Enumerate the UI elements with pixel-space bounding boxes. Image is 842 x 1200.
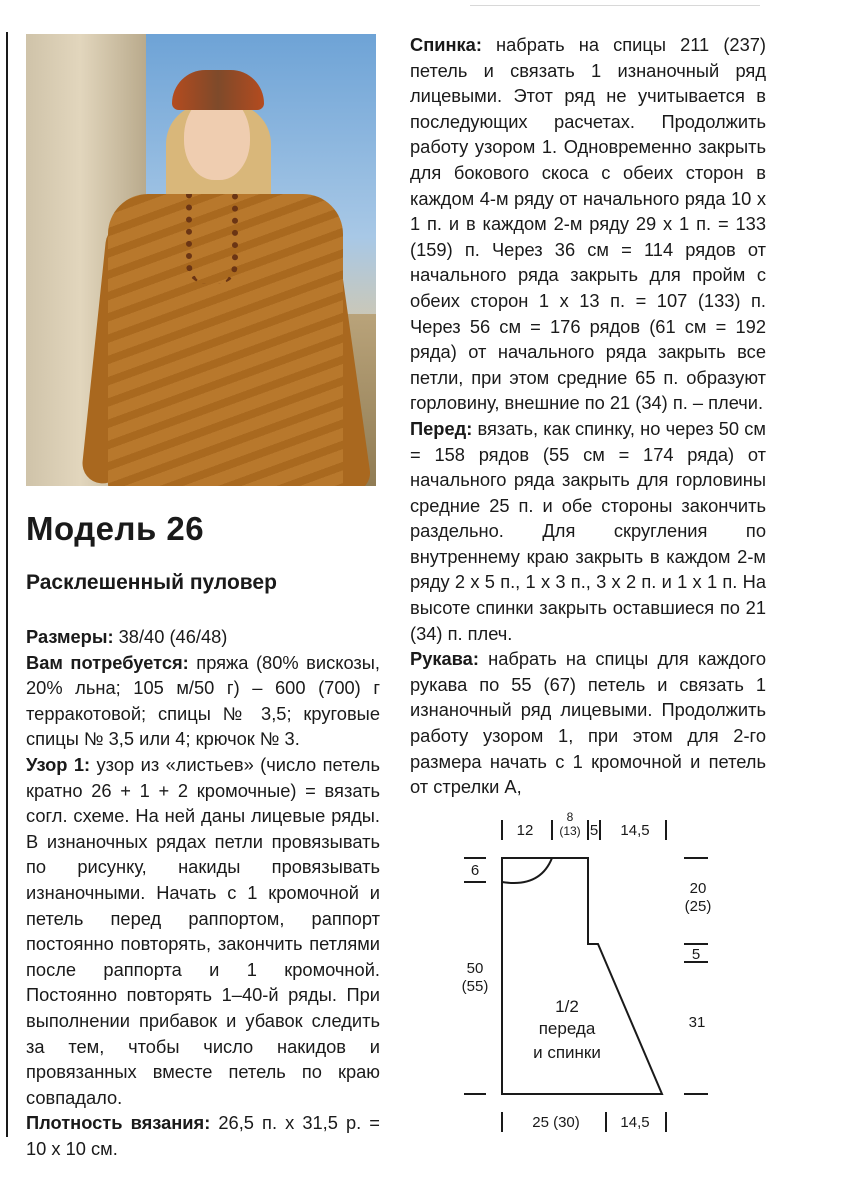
- materials-text: пряжа (80% вискозы, 20% льна; 105 м/50 г) – 600 (700) г терракотовой; спицы № 3,5; круговые спицы № 3,5 или 4; крючок № 3.: [26, 651, 381, 750]
- dim-right-25: (25): [684, 898, 712, 915]
- dim-bottom-14-5: 14,5: [620, 1114, 650, 1131]
- sleeves-paragraph: [410, 646, 766, 800]
- model-photo: [26, 34, 376, 486]
- pattern-text: узор из «листьев» (число петель кратно 26 + 1 + 2 кромочные) = вязать согл. схеме. На ней даны лицевые ряды. В изнаночных рядах петли провязывать по рисунку, накиды провязывать изнаночными. Начать с 1 кромочной и петель перед раппортом, раппорт постоянно повторять, закончить петлями после раппорта и 1 кромочной. Постоянно повторять 1–40-й ряды. При выполнении прибавок и убавок следить за тем, чтобы число накидов и провязанных вместе петель по краю совпадало.: [26, 753, 380, 1108]
- gauge-paragraph: [26, 1110, 380, 1161]
- dim-left-6: 6: [470, 862, 480, 879]
- back-label: Спинка:: [410, 34, 482, 55]
- left-column: [26, 624, 380, 1161]
- sleeves-label: Рукава:: [410, 648, 479, 670]
- front-text: вязать, как спинку, но через 50 см = 158 рядов (55 см = 174 ряда) от начального ряда закрыть для горловины средние 25 п. и обе стороны закончить раздельно. Для скругления по внутреннему краю закрыть в каждом 2-м ряду 2 х 5 п., 1 х 3 п., 3 х 2 п. и 1 х 1 п. На высоте спинки закрыть оставшиеся по 21 (34) п. плеч.: [410, 417, 766, 644]
- dim-top-12: 12: [516, 822, 534, 839]
- gauge-label: Плотность вязания:: [26, 1112, 211, 1134]
- dim-right-31: 31: [688, 1014, 706, 1031]
- schematic-label-and-back: и спинки: [533, 1043, 601, 1062]
- dim-left-50: 50: [466, 960, 484, 977]
- top-margin-rule: [470, 5, 760, 6]
- gauge-text: 26,5 п. х 31,5 р. = 10 х 10 см.: [26, 1112, 380, 1159]
- materials-paragraph: [26, 650, 380, 752]
- dim-top-8: 8: [566, 810, 574, 824]
- dim-bottom-25: 25 (30): [532, 1114, 580, 1131]
- back-paragraph: [410, 32, 766, 416]
- schematic-label-fraction: 1/2: [555, 997, 579, 1016]
- neckline-curve: [502, 858, 552, 883]
- front-paragraph: [410, 416, 766, 646]
- right-column: [410, 32, 766, 800]
- photo-necklace: [186, 194, 238, 284]
- sleeves-text: набрать на спицы для каждого рукава по 55 (67) петель и связать 1 изнаночный ряд лицевыми. Продолжить работу узором 1, при этом для 2-го размера начать с 1 кромочной и петель от стрелки А,: [410, 648, 766, 798]
- front-label: Перед:: [410, 417, 473, 439]
- pattern-schematic: [440, 812, 730, 1142]
- schematic-label-front: переда: [538, 1019, 596, 1038]
- sizes-text: 38/40 (46/48): [113, 626, 228, 647]
- pattern-paragraph: [26, 752, 380, 1110]
- pattern-label: Узор 1:: [26, 753, 91, 775]
- photo-headscarf: [172, 70, 264, 110]
- dim-right-5: 5: [691, 946, 701, 963]
- back-text: набрать на спицы 211 (237) петель и связать 1 изнаночный ряд лицевыми. Этот ряд не учитывается в последующих расчетах. Продолжить работу узором 1. Одновременно закрыть для бокового скоса с обеих сторон в каждом 4-м ряду от начального ряда 10 х 1 п. и в каждом 2-м ряду 29 х 1 п. = 133 (159) п. Через 36 см = 114 рядов от начального ряда закрыть для пройм с обеих сторон 1 х 13 п. = 107 (133) п. Через 56 см = 176 рядов (61 см = 192 ряда) от начального ряда закрыть все петли, при этом средние 65 п. образуют горловину, внешние по 21 (34) п. – плечи.: [410, 34, 766, 414]
- model-subtitle: Расклешенный пуловер: [26, 571, 277, 594]
- dim-top-13: (13): [559, 824, 581, 838]
- sizes-paragraph: [26, 624, 380, 650]
- dim-left-55: (55): [461, 978, 489, 995]
- left-margin-rule: [6, 32, 8, 1137]
- dim-right-20: 20: [689, 880, 707, 897]
- dim-top-5: 5: [589, 822, 599, 839]
- model-title: Модель 26: [26, 510, 205, 547]
- dim-top-14-5: 14,5: [620, 822, 650, 839]
- materials-label: Вам потребуется:: [26, 651, 189, 673]
- sizes-label: Размеры:: [26, 626, 114, 647]
